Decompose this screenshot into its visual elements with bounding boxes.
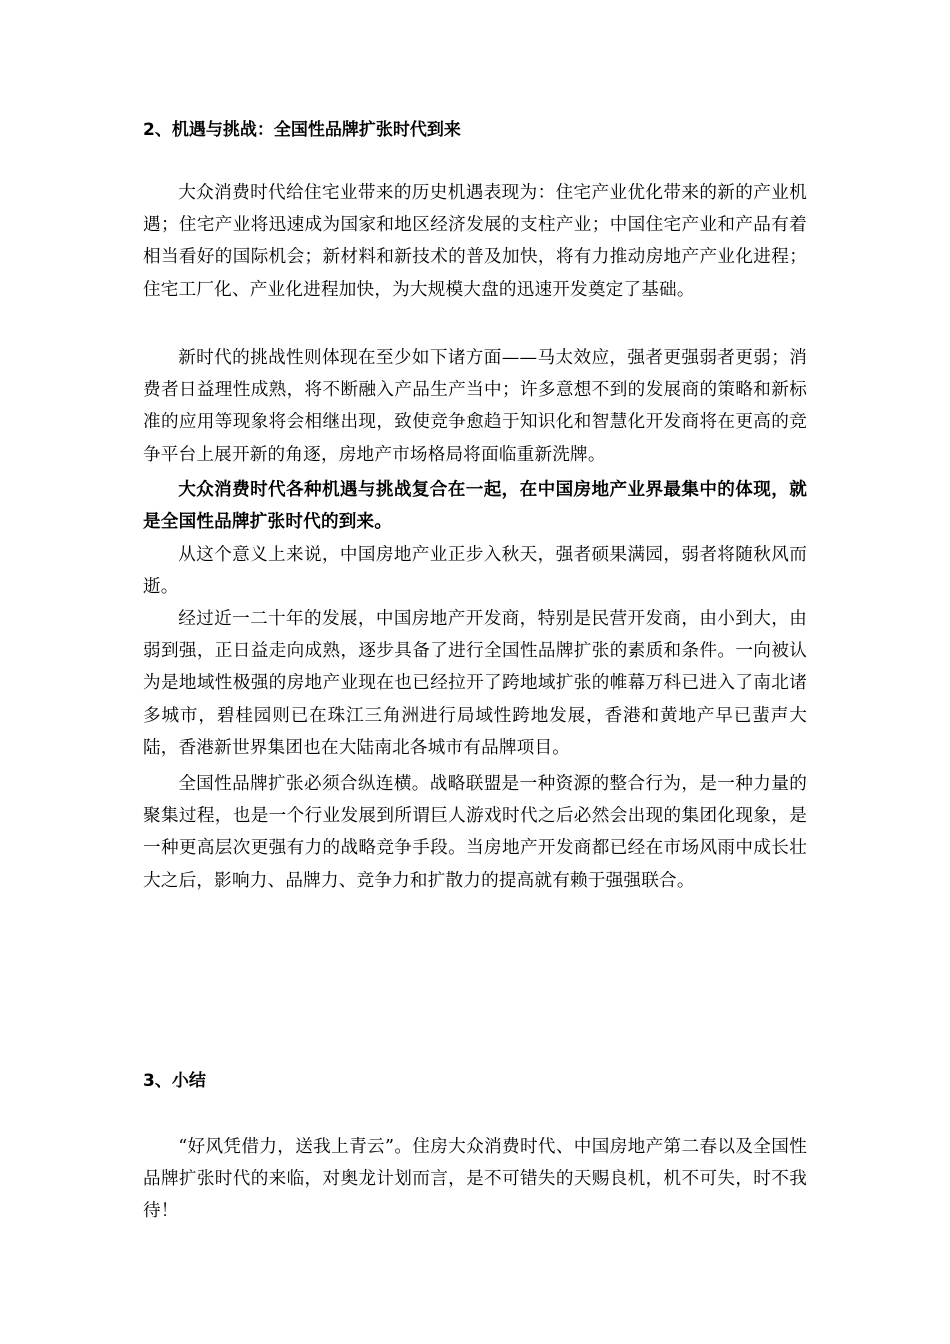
section-2-heading: 2、机遇与挑战：全国性品牌扩张时代到来 (143, 120, 461, 140)
section-2-paragraph-3: 大众消费时代各种机遇与挑战复合在一起，在中国房地产业界最集中的体现，就是全国性品牌扩张时代的到来。 (143, 480, 807, 533)
section-2-paragraph-1: 大众消费时代给住宅业带来的历史机遇表现为：住宅产业优化带来的新的产业机遇；住宅产业将迅速成为国家和地区经济发展的支柱产业；中国住宅产业和产品有着相当看好的国际机会；新材料和新技术的普及加快，将有力推动房地产产业化进程；住宅工厂化、产业化进程加快，为大规模大盘的迅速开发奠定了基础。 (143, 183, 807, 300)
section-3-heading: 3、小结 (143, 1071, 206, 1091)
section-2-paragraph-2: 新时代的挑战性则体现在至少如下诸方面——马太效应，强者更强弱者更弱；消费者日益理性成熟，将不断融入产品生产当中；许多意想不到的发展商的策略和新标准的应用等现象将会相继出现，致使竞争愈趋于知识化和智慧化开发商将在更高的竞争平台上展开新的角逐，房地产市场格局将面临重新洗牌。 (143, 348, 807, 465)
section-2-paragraph-6: 全国性品牌扩张必须合纵连横。战略联盟是一种资源的整合行为，是一种力量的聚集过程，也是一个行业发展到所谓巨人游戏时代之后必然会出现的集团化现象，是一种更高层次更强有力的战略竞争手段。当房地产开发商都已经在市场风雨中成长壮大之后，影响力、品牌力、竞争力和扩散力的提高就有赖于强强联合。 (143, 774, 807, 891)
section-2-paragraph-5: 经过近一二十年的发展，中国房地产开发商，特别是民营开发商，由小到大，由弱到强，正日益走向成熟，逐步具备了进行全国性品牌扩张的素质和条件。一向被认为是地域性极强的房地产业现在也已经拉开了跨地域扩张的帷幕万科已进入了南北诸多城市，碧桂园则已在珠江三角洲进行局域性跨地发展，香港和黄地产早已蜚声大陆，香港新世界集团也在大陆南北各城市有品牌项目。 (143, 609, 807, 758)
section-2-paragraph-4: 从这个意义上来说，中国房地产业正步入秋天，强者硕果满园，弱者将随秋风而逝。 (143, 545, 807, 598)
section-3-paragraph-1: “好风凭借力，送我上青云”。住房大众消费时代、中国房地产第二春以及全国性品牌扩张时代的来临，对奥龙计划而言，是不可错失的天赐良机，机不可失，时不我待！ (143, 1137, 807, 1222)
